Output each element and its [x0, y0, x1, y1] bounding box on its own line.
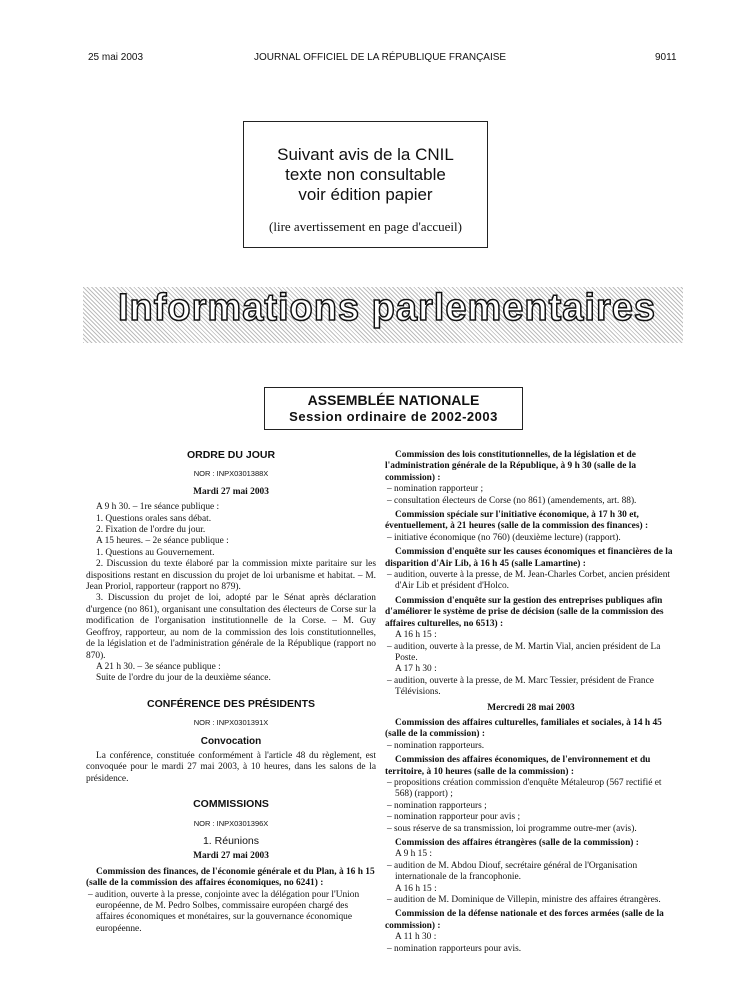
left-column: [86, 450, 376, 935]
conf-title: CONFÉRENCE DES PRÉSIDENTS: [146, 697, 316, 710]
eco-head: Commission spéciale sur l'initiative économique, à 17 h 30 et, éventuellement, à 21 heures (salle de la commission des finances) :: [385, 510, 649, 532]
env-item: – sous réserve de sa transmission, loi programme outre-mer (avis).: [387, 823, 637, 834]
lois-item: – nomination rapporteur ;: [387, 484, 484, 495]
header-journal: JOURNAL OFFICIEL DE LA RÉPUBLIQUE FRANÇAISE: [254, 52, 507, 63]
cult-head: Commission des affaires culturelles, familiales et sociales, à 14 h 45 (salle de la commission) :: [385, 717, 662, 740]
gestion-line: A 17 h 30 :: [395, 664, 437, 675]
lois-head: Commission des lois constitutionnelles, de la législation et de l'administration générale de la République, à 9 h 30 (salle de la commission) :: [385, 450, 637, 483]
gestion-head: Commission d'enquête sur la gestion des entreprises publiques afin d'améliorer le système de prise de décision (salle de la commission des affaires culturelles, no 6513) :: [385, 595, 664, 629]
etr-line: A 9 h 15 :: [395, 849, 432, 860]
gestion-line: – audition, ouverte à la presse, de M. Martin Vial, ancien président de La Poste.: [387, 641, 661, 663]
ordre-line: 2. Discussion du texte élaboré par la commission mixte paritaire sur les dispositions restant en discussion du projet de loi urbanisme et habitat. – M. Jean Proriol, rapporteur (rapport no 879).: [86, 559, 376, 593]
etr-line: A 16 h 15 :: [395, 883, 437, 894]
etr-line: – audition de M. Abdou Diouf, secrétaire général de l'Organisation internationale de la francophonie.: [387, 860, 638, 883]
ordre-line: A 15 heures. – 2e séance publique :: [96, 536, 229, 547]
ordre-line: 1. Questions au Gouvernement.: [96, 547, 215, 558]
comm-finances-item: – audition, ouverte à la presse, conjointe avec la délégation pour l'Union européenne, de M. Pedro Solbes, commissaire européen chargé des affaires économiques et monétaires, sur la gouvernance économique européenne.: [88, 889, 360, 934]
comm-nor: NOR : INPX0301396X: [193, 818, 269, 828]
assembly-box: [264, 387, 523, 430]
gestion-line: – audition, ouverte à la presse, de M. Marc Tessier, président de France Télévisions.: [387, 675, 654, 698]
env-item: – propositions création commission d'enquête Métaleurop (567 rectifié et 568) (rapport) ;: [387, 777, 662, 800]
header-page-number: 9011: [655, 52, 677, 63]
env-item: – nomination rapporteurs ;: [387, 800, 487, 811]
cnil-line-3: voir édition papier: [298, 185, 433, 204]
ordre-title: ORDRE DU JOUR: [186, 449, 276, 461]
comm-date: Mardi 27 mai 2003: [193, 851, 269, 862]
ordre-line: A 21 h 30. – 3e séance publique :: [96, 661, 221, 672]
ordre-line: A 9 h 30. – 1re séance publique :: [96, 502, 220, 513]
conf-subtitle: Convocation: [200, 735, 262, 747]
header-date: 25 mai 2003: [88, 52, 144, 63]
ordre-line: 3. Discussion du projet de loi, adopté par le Sénat après déclaration d'urgence (no 861), organisant une consultation des électeurs de Corse sur la modification de l'organisation institutionnelle de la Corse. – M. Guy Geoffroy, rapporteur, au nom de la commission des lois constitutionnelles, de la législation et de l'administration générale de la République (rapport no 870).: [86, 593, 376, 661]
cnil-line-2: texte non consultable: [285, 165, 446, 184]
airlib-item: – audition, ouverte à la presse, de M. Jean-Charles Corbet, ancien président d'Air Lib et président d'Holco.: [387, 570, 670, 592]
ordre-line: 1. Questions orales sans débat.: [96, 513, 212, 524]
comm-title: COMMISSIONS: [193, 798, 269, 811]
ordre-line: 2. Fixation de l'ordre du jour.: [96, 525, 206, 536]
comm-subtitle: 1. Réunions: [202, 834, 260, 847]
conf-nor: NOR : INPX0301391X: [193, 718, 269, 728]
right-date: Mercredi 28 mai 2003: [487, 702, 575, 713]
cnil-notice-box: [243, 121, 488, 248]
lois-item: – consultation électeurs de Corse (no 861) (amendements, art. 88).: [387, 495, 637, 506]
cnil-line-4: (lire avertissement en page d'accueil): [269, 219, 462, 234]
assembly-session: Session ordinaire de 2002-2003: [289, 409, 498, 424]
ordre-date: Mardi 27 mai 2003: [193, 486, 269, 497]
def-head: Commission de la défense nationale et des forces armées (salle de la commission) :: [385, 909, 664, 931]
cnil-line-1: Suivant avis de la CNIL: [277, 145, 454, 164]
airlib-head: Commission d'enquête sur les causes économiques et financières de la disparition d'Air Lib, à 16 h 45 (salle Lamartine) :: [385, 547, 673, 569]
cult-item: – nomination rapporteurs.: [387, 740, 485, 751]
right-column: [385, 450, 677, 955]
etr-head: Commission des affaires étrangères (salle de la commission) :: [395, 838, 639, 848]
ordre-nor: NOR : INPX0301388X: [193, 469, 269, 479]
section-banner: [83, 287, 683, 343]
env-item: – nomination rapporteur pour avis ;: [387, 812, 521, 823]
assembly-name: ASSEMBLÉE NATIONALE: [307, 392, 480, 408]
gestion-line: A 16 h 15 :: [395, 630, 437, 641]
eco-item: – initiative économique (no 760) (deuxième lecture) (rapport).: [387, 532, 621, 543]
etr-line: – audition de M. Dominique de Villepin, ministre des affaires étrangères.: [387, 895, 661, 906]
def-line: A 11 h 30 :: [395, 932, 437, 943]
ordre-line: Suite de l'ordre du jour de la deuxième séance.: [96, 673, 271, 684]
def-line: – nomination rapporteurs pour avis.: [387, 943, 522, 954]
env-head: Commission des affaires économiques, de l'environnement et du territoire, à 10 heures (salle de la commission) :: [385, 755, 651, 777]
banner-title: Informations parlementaires: [118, 287, 657, 329]
conf-text: La conférence, constituée conformément à l'article 48 du règlement, est convoquée pour le mardi 27 mai 2003, à 10 heures, dans les salons de la présidence.: [86, 750, 376, 784]
comm-finances-head: Commission des finances, de l'économie générale et du Plan, à 16 h 15 (salle de la commission des affaires économiques, no 6241) :: [86, 866, 375, 889]
